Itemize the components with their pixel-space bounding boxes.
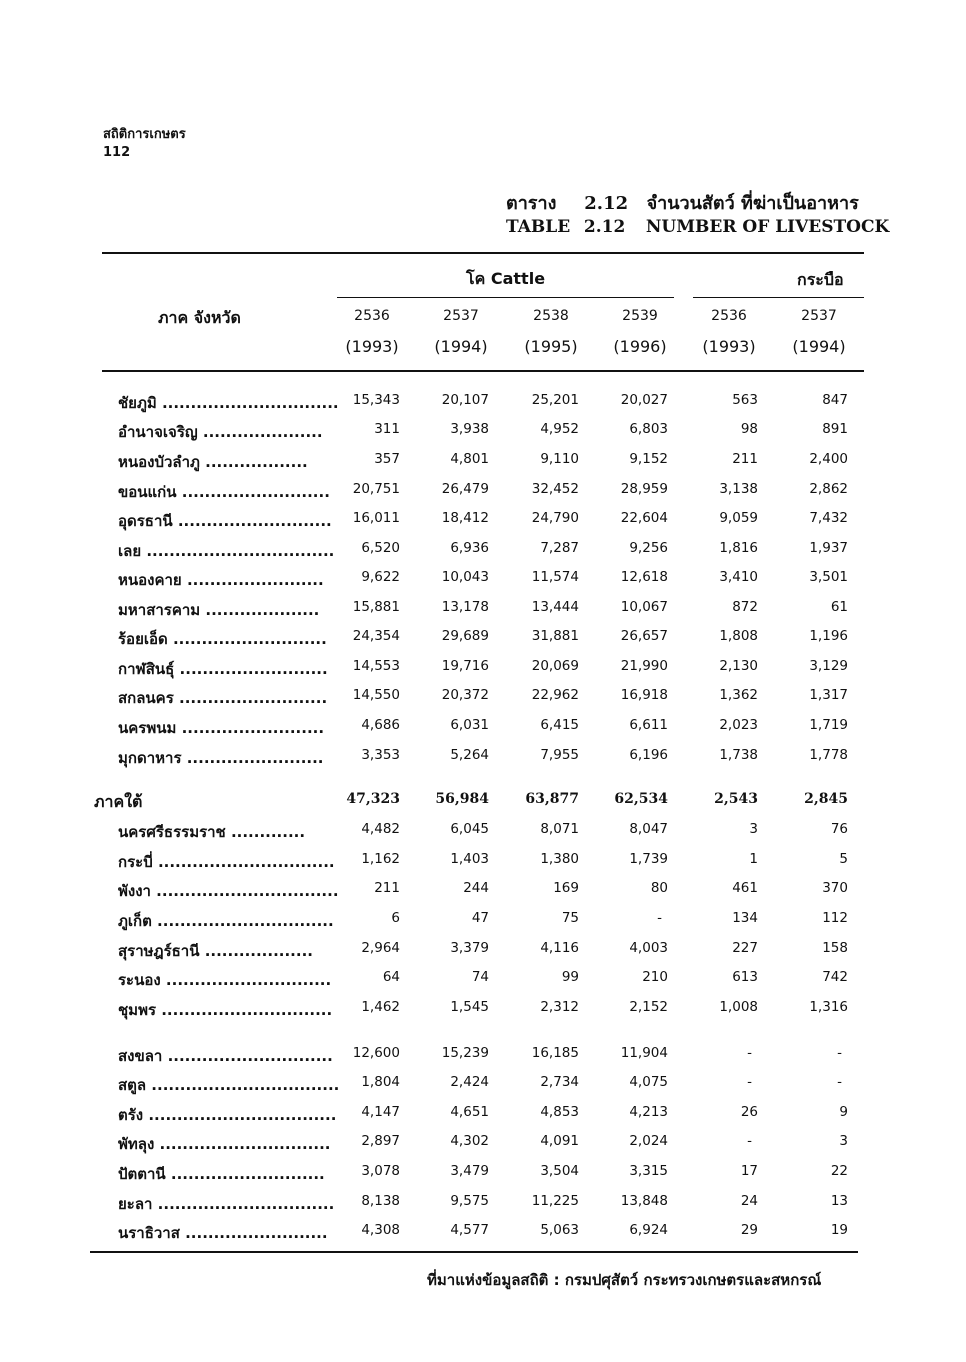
province-label: เลย ................................. bbox=[118, 542, 335, 560]
year-header-be: 2537 bbox=[443, 308, 479, 324]
table-cell: 99 bbox=[561, 969, 579, 985]
table-row bbox=[0, 480, 966, 509]
year-header-be: 2539 bbox=[622, 308, 658, 324]
table-cell: 16,185 bbox=[531, 1045, 579, 1061]
table-cell: - bbox=[747, 1074, 752, 1090]
table-row bbox=[0, 1221, 966, 1250]
table-cell: 1,808 bbox=[719, 628, 758, 644]
year-header-ad: (1993) bbox=[702, 337, 756, 356]
table-cell: 1,008 bbox=[719, 999, 758, 1015]
province-label: กาฬสินธุ์ .......................... bbox=[118, 660, 328, 678]
group-header-cattle: โค Cattle bbox=[466, 269, 546, 288]
province-label: อุดรธานี ........................... bbox=[118, 512, 332, 530]
table-cell: 6,924 bbox=[629, 1222, 668, 1238]
table-cell: 24 bbox=[740, 1193, 758, 1209]
table-cell: 4,091 bbox=[540, 1133, 579, 1149]
table-cell: 2,964 bbox=[361, 940, 400, 956]
table-cell: 3,138 bbox=[719, 481, 758, 497]
table-cell: 31,881 bbox=[531, 628, 579, 644]
table-row bbox=[0, 657, 966, 686]
table-cell: 6,936 bbox=[450, 540, 489, 556]
table-cell: 9,575 bbox=[450, 1193, 489, 1209]
table-cell: 2,862 bbox=[809, 481, 848, 497]
table-cell: 61 bbox=[830, 599, 848, 615]
table-cell: 461 bbox=[732, 880, 758, 896]
province-label: ชุมพร .............................. bbox=[118, 1001, 333, 1019]
table-cell: 4,482 bbox=[361, 821, 400, 837]
table-cell: 8,071 bbox=[540, 821, 579, 837]
table-cell: 13,444 bbox=[531, 599, 579, 615]
table-cell: 15,881 bbox=[352, 599, 400, 615]
table-row bbox=[0, 820, 966, 849]
table-cell: 14,553 bbox=[352, 658, 400, 674]
table-cell: 19,716 bbox=[441, 658, 489, 674]
table-row bbox=[0, 939, 966, 968]
table-cell: 1,403 bbox=[450, 851, 489, 867]
table-cell: 1,738 bbox=[719, 747, 758, 763]
table-cell: 2,543 bbox=[714, 791, 758, 807]
table-cell: 14,550 bbox=[352, 687, 400, 703]
table-number-english: 2.12 bbox=[583, 217, 626, 237]
group-header-buffalo: กระบือ bbox=[797, 270, 844, 289]
year-header-ad: (1996) bbox=[613, 337, 667, 356]
table-row bbox=[0, 1103, 966, 1132]
table-cell: 2,312 bbox=[540, 999, 579, 1015]
table-cell: 2,152 bbox=[629, 999, 668, 1015]
year-header-ad: (1994) bbox=[792, 337, 846, 356]
table-cell: 19 bbox=[830, 1222, 848, 1238]
province-label: นราธิวาส ......................... bbox=[118, 1224, 328, 1242]
year-header-ad: (1993) bbox=[345, 337, 399, 356]
table-cell: 6,520 bbox=[361, 540, 400, 556]
table-cell: 10,067 bbox=[620, 599, 668, 615]
table-row bbox=[0, 598, 966, 627]
table-cell: - bbox=[747, 1133, 752, 1149]
province-label: ตรัง ................................. bbox=[118, 1106, 337, 1124]
table-cell: 7,432 bbox=[809, 510, 848, 526]
province-label: หนองคาย ........................ bbox=[118, 571, 324, 589]
table-cell: 1,316 bbox=[809, 999, 848, 1015]
table-cell: 9,059 bbox=[719, 510, 758, 526]
table-cell: 13 bbox=[830, 1193, 848, 1209]
table-cell: 6,611 bbox=[629, 717, 668, 733]
table-cell: 9,110 bbox=[540, 451, 579, 467]
province-label: ปัตตานี ........................... bbox=[118, 1165, 325, 1183]
table-cell: 872 bbox=[732, 599, 758, 615]
province-label: สตูล ................................. bbox=[118, 1076, 340, 1094]
table-cell: 4,116 bbox=[540, 940, 579, 956]
table-cell: 12,600 bbox=[352, 1045, 400, 1061]
table-cell: 5 bbox=[839, 851, 848, 867]
table-cell: 20,069 bbox=[531, 658, 579, 674]
table-row bbox=[0, 509, 966, 538]
table-cell: 21,990 bbox=[620, 658, 668, 674]
province-label: สุราษฎร์ธานี ................... bbox=[118, 942, 313, 960]
table-cell: 3 bbox=[839, 1133, 848, 1149]
table-row bbox=[0, 850, 966, 879]
table-title-thai bbox=[506, 188, 859, 217]
table-cell: 75 bbox=[561, 910, 579, 926]
table-cell: 16,011 bbox=[352, 510, 400, 526]
table-cell: 2,400 bbox=[809, 451, 848, 467]
table-cell: 3,479 bbox=[450, 1163, 489, 1179]
table-cell: 13,848 bbox=[620, 1193, 668, 1209]
table-cell: 158 bbox=[822, 940, 848, 956]
table-cell: 3,504 bbox=[540, 1163, 579, 1179]
province-label: สงขลา ............................. bbox=[118, 1047, 333, 1065]
table-row bbox=[0, 1073, 966, 1102]
table-cell: 891 bbox=[822, 421, 848, 437]
table-cell: 1,937 bbox=[809, 540, 848, 556]
table-row bbox=[0, 686, 966, 715]
table-cell: 742 bbox=[822, 969, 848, 985]
table-row bbox=[0, 909, 966, 938]
table-cell: 1,778 bbox=[809, 747, 848, 763]
table-cell: 4,952 bbox=[540, 421, 579, 437]
table-cell: 4,213 bbox=[629, 1104, 668, 1120]
table-cell: 26 bbox=[740, 1104, 758, 1120]
table-cell: 13,178 bbox=[441, 599, 489, 615]
year-header-ad: (1994) bbox=[434, 337, 488, 356]
table-cell: 4,651 bbox=[450, 1104, 489, 1120]
table-cell: 26,657 bbox=[620, 628, 668, 644]
table-cell: 2,023 bbox=[719, 717, 758, 733]
table-cell: 56,984 bbox=[435, 791, 489, 807]
table-cell: 3,501 bbox=[809, 569, 848, 585]
table-cell: 613 bbox=[732, 969, 758, 985]
table-cell: 134 bbox=[732, 910, 758, 926]
table-cell: 112 bbox=[822, 910, 848, 926]
table-cell: 3,938 bbox=[450, 421, 489, 437]
table-cell: 169 bbox=[553, 880, 579, 896]
table-cell: 3,353 bbox=[361, 747, 400, 763]
table-cell: 6,415 bbox=[540, 717, 579, 733]
table-row bbox=[0, 1132, 966, 1161]
table-cell: 1,816 bbox=[719, 540, 758, 556]
table-cell: 29,689 bbox=[441, 628, 489, 644]
province-label: ภูเก็ต ............................... bbox=[118, 912, 334, 930]
table-cell: 9,256 bbox=[629, 540, 668, 556]
table-cell: 4,853 bbox=[540, 1104, 579, 1120]
table-cell: 12,618 bbox=[620, 569, 668, 585]
table-cell: 15,239 bbox=[441, 1045, 489, 1061]
province-label: สกลนคร .......................... bbox=[118, 689, 328, 707]
table-cell: 7,955 bbox=[540, 747, 579, 763]
table-cell: 2,024 bbox=[629, 1133, 668, 1149]
year-header-be: 2537 bbox=[801, 308, 837, 324]
table-cell: 2,845 bbox=[804, 791, 848, 807]
table-cell: 63,877 bbox=[525, 791, 579, 807]
table-cell: 29 bbox=[740, 1222, 758, 1238]
table-cell: 3 bbox=[749, 821, 758, 837]
table-top-rule bbox=[102, 252, 864, 254]
table-cell: 311 bbox=[374, 421, 400, 437]
table-cell: 24,354 bbox=[352, 628, 400, 644]
table-cell: 244 bbox=[463, 880, 489, 896]
table-cell: 1,362 bbox=[719, 687, 758, 703]
province-label: มุกดาหาร ........................ bbox=[118, 749, 324, 767]
table-cell: 47,323 bbox=[346, 791, 400, 807]
table-title-english bbox=[506, 217, 889, 237]
table-cell: 3,410 bbox=[719, 569, 758, 585]
table-cell: 32,452 bbox=[531, 481, 579, 497]
table-cell: 20,372 bbox=[441, 687, 489, 703]
table-cell: 211 bbox=[732, 451, 758, 467]
province-label: ยะลา ............................... bbox=[118, 1195, 335, 1213]
table-cell: 11,225 bbox=[531, 1193, 579, 1209]
header-bottom-rule bbox=[102, 370, 864, 372]
table-cell: - bbox=[657, 910, 662, 926]
table-cell: 17 bbox=[740, 1163, 758, 1179]
table-cell: 64 bbox=[382, 969, 400, 985]
table-row bbox=[0, 879, 966, 908]
table-cell: 47 bbox=[471, 910, 489, 926]
table-cell: 2,130 bbox=[719, 658, 758, 674]
table-cell: 4,147 bbox=[361, 1104, 400, 1120]
title-prefix-english: TABLE bbox=[506, 217, 571, 237]
table-cell: 4,801 bbox=[450, 451, 489, 467]
table-cell: 22,604 bbox=[620, 510, 668, 526]
title-text-thai: จำนวนสัตว์ ที่ฆ่าเป็นอาหาร bbox=[646, 193, 859, 214]
table-cell: 62,534 bbox=[614, 791, 668, 807]
province-label: นครพนม ......................... bbox=[118, 719, 325, 737]
table-cell: 5,264 bbox=[450, 747, 489, 763]
table-cell: 1,545 bbox=[450, 999, 489, 1015]
table-cell: 4,075 bbox=[629, 1074, 668, 1090]
year-header-ad: (1995) bbox=[524, 337, 578, 356]
table-cell: - bbox=[837, 1045, 842, 1061]
table-cell: 1,317 bbox=[809, 687, 848, 703]
table-cell: 4,686 bbox=[361, 717, 400, 733]
table-cell: 98 bbox=[740, 421, 758, 437]
table-cell: 4,302 bbox=[450, 1133, 489, 1149]
table-cell: 1,804 bbox=[361, 1074, 400, 1090]
buffalo-group-rule bbox=[693, 297, 864, 298]
table-cell: 1,719 bbox=[809, 717, 848, 733]
table-cell: 3,129 bbox=[809, 658, 848, 674]
table-cell: 1,162 bbox=[361, 851, 400, 867]
year-header-be: 2538 bbox=[533, 308, 569, 324]
table-cell: 80 bbox=[650, 880, 668, 896]
table-cell: - bbox=[837, 1074, 842, 1090]
table-row bbox=[0, 1162, 966, 1191]
table-cell: 9,622 bbox=[361, 569, 400, 585]
table-cell: 74 bbox=[471, 969, 489, 985]
table-number-thai: 2.12 bbox=[584, 193, 629, 214]
table-cell: 10,043 bbox=[441, 569, 489, 585]
table-row bbox=[0, 716, 966, 745]
table-cell: 7,287 bbox=[540, 540, 579, 556]
table-cell: 563 bbox=[732, 392, 758, 408]
row-header-label: ภาค จังหวัด bbox=[158, 308, 241, 327]
table-cell: 227 bbox=[732, 940, 758, 956]
table-row bbox=[0, 568, 966, 597]
table-cell: 3,379 bbox=[450, 940, 489, 956]
table-row bbox=[0, 968, 966, 997]
table-cell: 6,196 bbox=[629, 747, 668, 763]
table-cell: 15,343 bbox=[352, 392, 400, 408]
table-cell: 1,196 bbox=[809, 628, 848, 644]
province-label: ร้อยเอ็ด ........................... bbox=[118, 630, 327, 648]
region-label: ภาคใต้ bbox=[94, 792, 143, 811]
table-cell: 18,412 bbox=[441, 510, 489, 526]
table-cell: 4,003 bbox=[629, 940, 668, 956]
table-row bbox=[0, 1192, 966, 1221]
table-cell: 370 bbox=[822, 880, 848, 896]
table-cell: 20,751 bbox=[352, 481, 400, 497]
table-cell: 210 bbox=[642, 969, 668, 985]
table-cell: 6 bbox=[391, 910, 400, 926]
cattle-group-rule bbox=[337, 297, 674, 298]
province-label: ขอนแก่น .......................... bbox=[118, 483, 330, 501]
table-cell: 2,424 bbox=[450, 1074, 489, 1090]
table-row bbox=[0, 420, 966, 449]
province-label: พังงา ................................ bbox=[118, 882, 339, 900]
table-cell: 24,790 bbox=[531, 510, 579, 526]
table-cell: 3,315 bbox=[629, 1163, 668, 1179]
province-label: กระบี่ ............................... bbox=[118, 853, 335, 871]
table-cell: 76 bbox=[830, 821, 848, 837]
table-cell: 4,577 bbox=[450, 1222, 489, 1238]
table-cell: 25,201 bbox=[531, 392, 579, 408]
table-cell: 26,479 bbox=[441, 481, 489, 497]
table-cell: 20,107 bbox=[441, 392, 489, 408]
source-note: ที่มาแห่งข้อมูลสถิติ : กรมปศุสัตว์ กระทรวงเกษตรและสหกรณ์ bbox=[427, 1271, 822, 1289]
table-cell: 6,803 bbox=[629, 421, 668, 437]
table-cell: 8,138 bbox=[361, 1193, 400, 1209]
table-cell: 22 bbox=[830, 1163, 848, 1179]
year-header-be: 2536 bbox=[354, 308, 390, 324]
table-cell: 11,574 bbox=[531, 569, 579, 585]
table-cell: 22,962 bbox=[531, 687, 579, 703]
table-cell: - bbox=[747, 1045, 752, 1061]
table-cell: 9 bbox=[839, 1104, 848, 1120]
table-cell: 1,739 bbox=[629, 851, 668, 867]
table-bottom-rule bbox=[90, 1251, 858, 1253]
table-cell: 16,918 bbox=[620, 687, 668, 703]
province-label: พัทลุง .............................. bbox=[118, 1135, 331, 1153]
table-cell: 357 bbox=[374, 451, 400, 467]
table-cell: 3,078 bbox=[361, 1163, 400, 1179]
page-number: 112 bbox=[103, 145, 131, 160]
province-label: หนองบัวลำภู .................. bbox=[118, 453, 308, 471]
table-row bbox=[0, 450, 966, 479]
table-cell: 28,959 bbox=[620, 481, 668, 497]
table-cell: 1 bbox=[749, 851, 758, 867]
province-label: อำนาจเจริญ ..................... bbox=[118, 423, 323, 441]
title-prefix-thai: ตาราง bbox=[506, 193, 557, 214]
table-cell: 20,027 bbox=[620, 392, 668, 408]
table-cell: 1,380 bbox=[540, 851, 579, 867]
table-row bbox=[0, 1044, 966, 1073]
book-title: สถิติการเกษตร bbox=[103, 127, 186, 142]
table-cell: 8,047 bbox=[629, 821, 668, 837]
title-text-english: NUMBER OF LIVESTOCK bbox=[645, 217, 890, 237]
table-cell: 2,734 bbox=[540, 1074, 579, 1090]
table-cell: 5,063 bbox=[540, 1222, 579, 1238]
table-row bbox=[0, 998, 966, 1027]
table-cell: 11,904 bbox=[620, 1045, 668, 1061]
province-label: นครศรีธรรมราช ............. bbox=[118, 823, 306, 841]
table-cell: 211 bbox=[374, 880, 400, 896]
table-row bbox=[0, 746, 966, 775]
region-row bbox=[0, 790, 966, 819]
table-row bbox=[0, 391, 966, 420]
table-cell: 1,462 bbox=[361, 999, 400, 1015]
province-label: ระนอง ............................. bbox=[118, 971, 332, 989]
table-cell: 6,045 bbox=[450, 821, 489, 837]
table-cell: 6,031 bbox=[450, 717, 489, 733]
year-header-be: 2536 bbox=[711, 308, 747, 324]
province-label: มหาสารคาม .................... bbox=[118, 601, 320, 619]
table-row bbox=[0, 539, 966, 568]
province-label: ชัยภูมิ ............................... bbox=[118, 394, 339, 412]
table-cell: 2,897 bbox=[361, 1133, 400, 1149]
table-cell: 9,152 bbox=[629, 451, 668, 467]
table-cell: 4,308 bbox=[361, 1222, 400, 1238]
table-cell: 847 bbox=[822, 392, 848, 408]
table-row bbox=[0, 627, 966, 656]
